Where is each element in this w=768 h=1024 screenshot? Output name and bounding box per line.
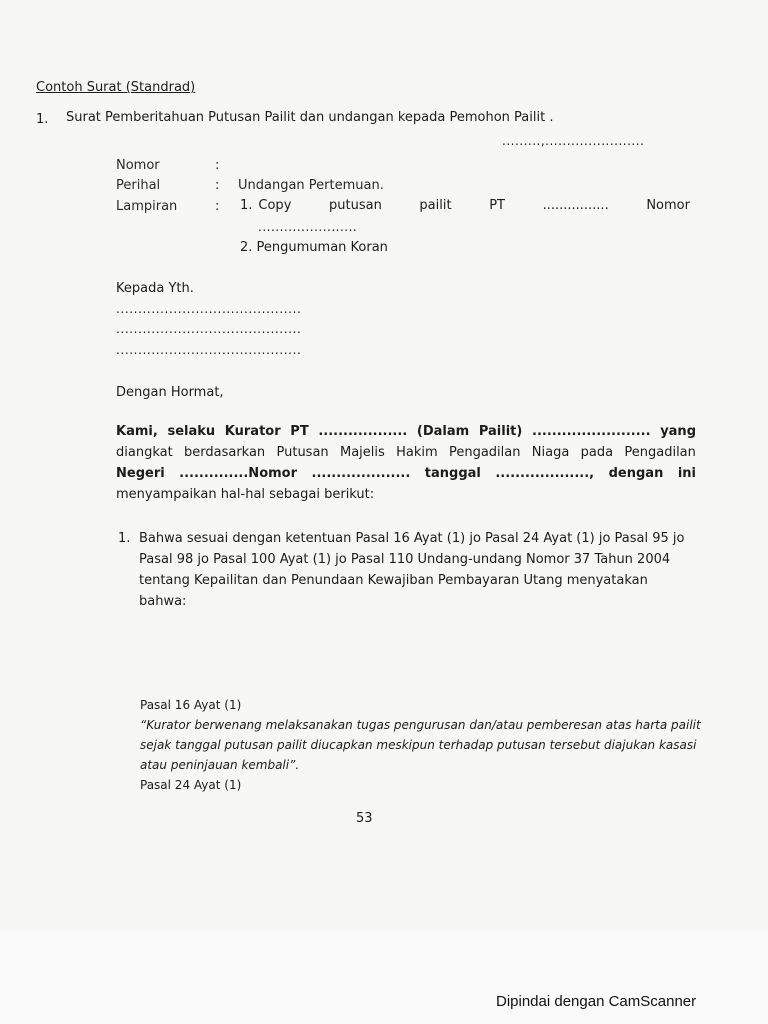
word: .................... [311,466,411,481]
document-heading: Contoh Surat (Standrad) [36,80,196,95]
body-line-1 [116,424,696,439]
word: PT [290,424,309,439]
recipient-line: .......................................... [116,302,302,316]
word: Majelis [339,445,385,460]
lampiran-word: putusan [329,198,382,213]
word: Pailit) [478,424,523,439]
camscanner-footer: Dipindai dengan CamScanner [496,993,697,1010]
word: berdasarkan [184,445,266,460]
word: ..................., [495,466,595,481]
point-number: 1. [118,531,131,546]
lampiran-word: ................ [542,198,609,213]
nomor-label: Nomor [116,158,160,173]
word: dengan [608,466,664,481]
perihal-label: Perihal [116,178,161,193]
body-line-4-text: menyampaikan hal-hal sebagai berikut: [116,487,375,502]
word: .................. [318,424,408,439]
pasal-16-quote-line: atau peninjauan kembali”. [140,758,300,772]
word: ..............Nomor [179,466,298,481]
word: pada [580,445,614,460]
pasal-16-title: Pasal 16 Ayat (1) [140,698,242,712]
recipient-line: .......................................... [116,322,302,336]
pasal-16-quote-line: sejak tanggal putusan pailit diucapkan meskipun terhadap putusan tersebut diajukan kasasi [140,738,697,752]
letter-title: Surat Pemberitahuan Putusan Pailit dan undangan kepada Pemohon Pailit . [66,110,554,125]
point-line: tentang Kepailitan dan Penundaan Kewajiban Pembayaran Utang menyatakan [139,573,648,588]
colon: : [215,158,220,173]
item-number: 1. [36,112,49,127]
body-line-2 [116,445,696,460]
word: Niaga [531,445,570,460]
word: Negeri [116,466,165,481]
pasal-16-quote-line: “Kurator berwenang melaksanakan tugas pengurusan dan/atau pemberesan atas harta pailit [140,718,701,732]
recipient-greeting: Kepada Yth. [116,281,194,296]
lampiran-label: Lampiran [116,199,178,214]
word: (Dalam [416,424,470,439]
point-line: Pasal 98 jo Pasal 100 Ayat (1) jo Pasal 110 Undang-undang Nomor 37 Tahun 2004 [139,552,671,567]
word: Kurator [224,424,281,439]
lampiran-item-1-dots: ....................... [258,220,358,234]
lampiran-item-1 [240,198,690,213]
word: ini [677,466,696,481]
word: Kami, [116,424,158,439]
perihal-value: Undangan Pertemuan. [238,178,384,193]
word: Putusan [276,445,329,460]
lampiran-word: Nomor [646,198,690,213]
word: selaku [167,424,216,439]
point-line: bahwa: [139,594,187,609]
word: Pengadilan [624,445,696,460]
lampiran-word: pailit [419,198,452,213]
lampiran-item-2: 2. Pengumuman Koran [240,240,388,255]
word: tanggal [424,466,481,481]
word: Pengadilan [448,445,521,460]
lampiran-word: Copy [258,198,292,213]
date-placeholder: .........,....................... [502,134,645,148]
page-number: 53 [356,811,373,826]
pasal-24-title: Pasal 24 Ayat (1) [140,778,242,792]
word: diangkat [116,445,173,460]
point-line: Bahwa sesuai dengan ketentuan Pasal 16 Ayat (1) jo Pasal 24 Ayat (1) jo Pasal 95 jo [139,531,685,546]
word: ........................ [532,424,651,439]
word: Hakim [396,445,438,460]
lampiran-word: PT [489,198,505,213]
body-line-4 [116,487,696,502]
colon: : [215,178,220,193]
recipient-line: .......................................... [116,343,302,357]
body-paragraph [116,424,696,514]
word: yang [660,424,696,439]
body-line-3 [116,466,696,481]
salutation: Dengan Hormat, [116,385,224,400]
lampiran-item-1-num: 1. [240,198,253,213]
colon: : [215,199,220,214]
